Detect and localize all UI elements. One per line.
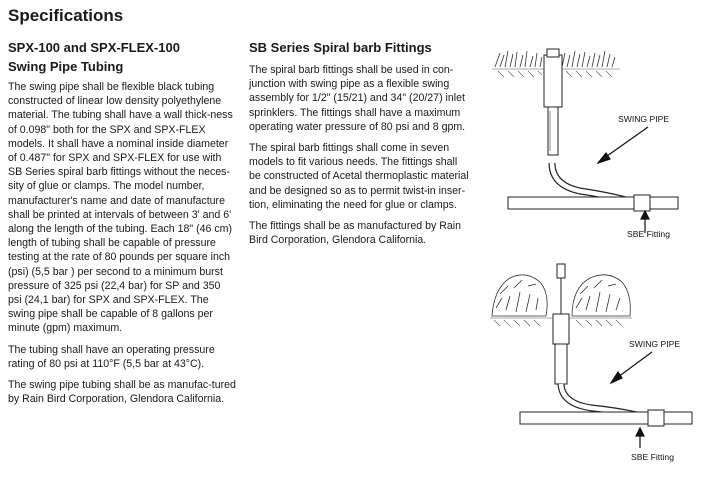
swing-assembly-diagram-top (480, 45, 710, 245)
left-paragraph-1: The swing pipe shall be flexible black tubing constructed of linear low density polyethylene material. The tubing shall have a wall thick-ness of 0.098" both for the SPX and SPX-FLEX models. It shall have a nominal inside diameter of 0.487" for SPX and SPX-FLEX for use with SB Series spiral barb fittings without the neces-sity of glue or clamps. The model number, manufacturer's name and date of manufacture shall be printed at intervals of between 3' and 6' along the length of the tubing. Each 18" (46 cm) length of tubing shall be capable of pressure testing at the rate of 80 pounds per square inch (psi) (5,5 bar ) per second to a minimum burst pressure of 325 psi (22,4 bar) for SP and 350 psi (24,1 bar) for SPX and SPX-FLEX. The swing pipe shall be capable of 8 gallons per minute (gpm) maximum. (8, 81, 233, 335)
sbe-fitting-label-top: SBE Fitting (627, 229, 670, 239)
lateral-pipe (520, 410, 692, 426)
middle-paragraph-2: The spiral barb fittings shall come in seven models to fit various needs. The fittings shall be constructed of Acetal thermoplastic material and be designed so as to permit twist-in inser-tion, eliminating the need for glue or clamps. (249, 142, 469, 211)
swing-pipe-label-bottom: SWING PIPE (629, 339, 681, 349)
left-body (8, 80, 236, 406)
sprinkler-riser (553, 264, 569, 384)
left-column (8, 38, 236, 413)
swing-assembly-diagram-bottom (480, 258, 710, 463)
left-paragraph-2: The tubing shall have an operating pressure rating of 80 psi at 110°F (5,5 bar at 43°C). (8, 343, 215, 370)
swing-pipe-label-top: SWING PIPE (618, 114, 670, 124)
middle-heading: SB Series Spiral barb Fittings (249, 40, 432, 55)
page-title: Specifications (8, 6, 124, 25)
sprinkler-riser (544, 49, 562, 155)
middle-paragraph-1: The spiral barb fittings shall be used in con-junction with swing pipe as a flexible swing assembly for 1/2" (15/21) and 34" (20/27) inlet sprinklers. The fittings shall have a maximum operating water pressure of 80 psi and 8 gpm. (249, 64, 466, 133)
middle-paragraph-3: The fittings shall be as manufactured by Rain Bird Corporation, Glendora California. (249, 220, 461, 247)
lateral-pipe (508, 195, 678, 211)
left-paragraph-3: The swing pipe tubing shall be as manufac-tured by Rain Bird Corporation, Glendora California. (8, 379, 236, 406)
left-heading-product: Swing Pipe Tubing (8, 59, 124, 74)
sbe-fitting-label-bottom: SBE Fitting (631, 452, 674, 462)
left-heading-model: SPX-100 and SPX-FLEX-100 (8, 40, 180, 55)
middle-body (249, 63, 469, 247)
middle-column (249, 38, 469, 254)
